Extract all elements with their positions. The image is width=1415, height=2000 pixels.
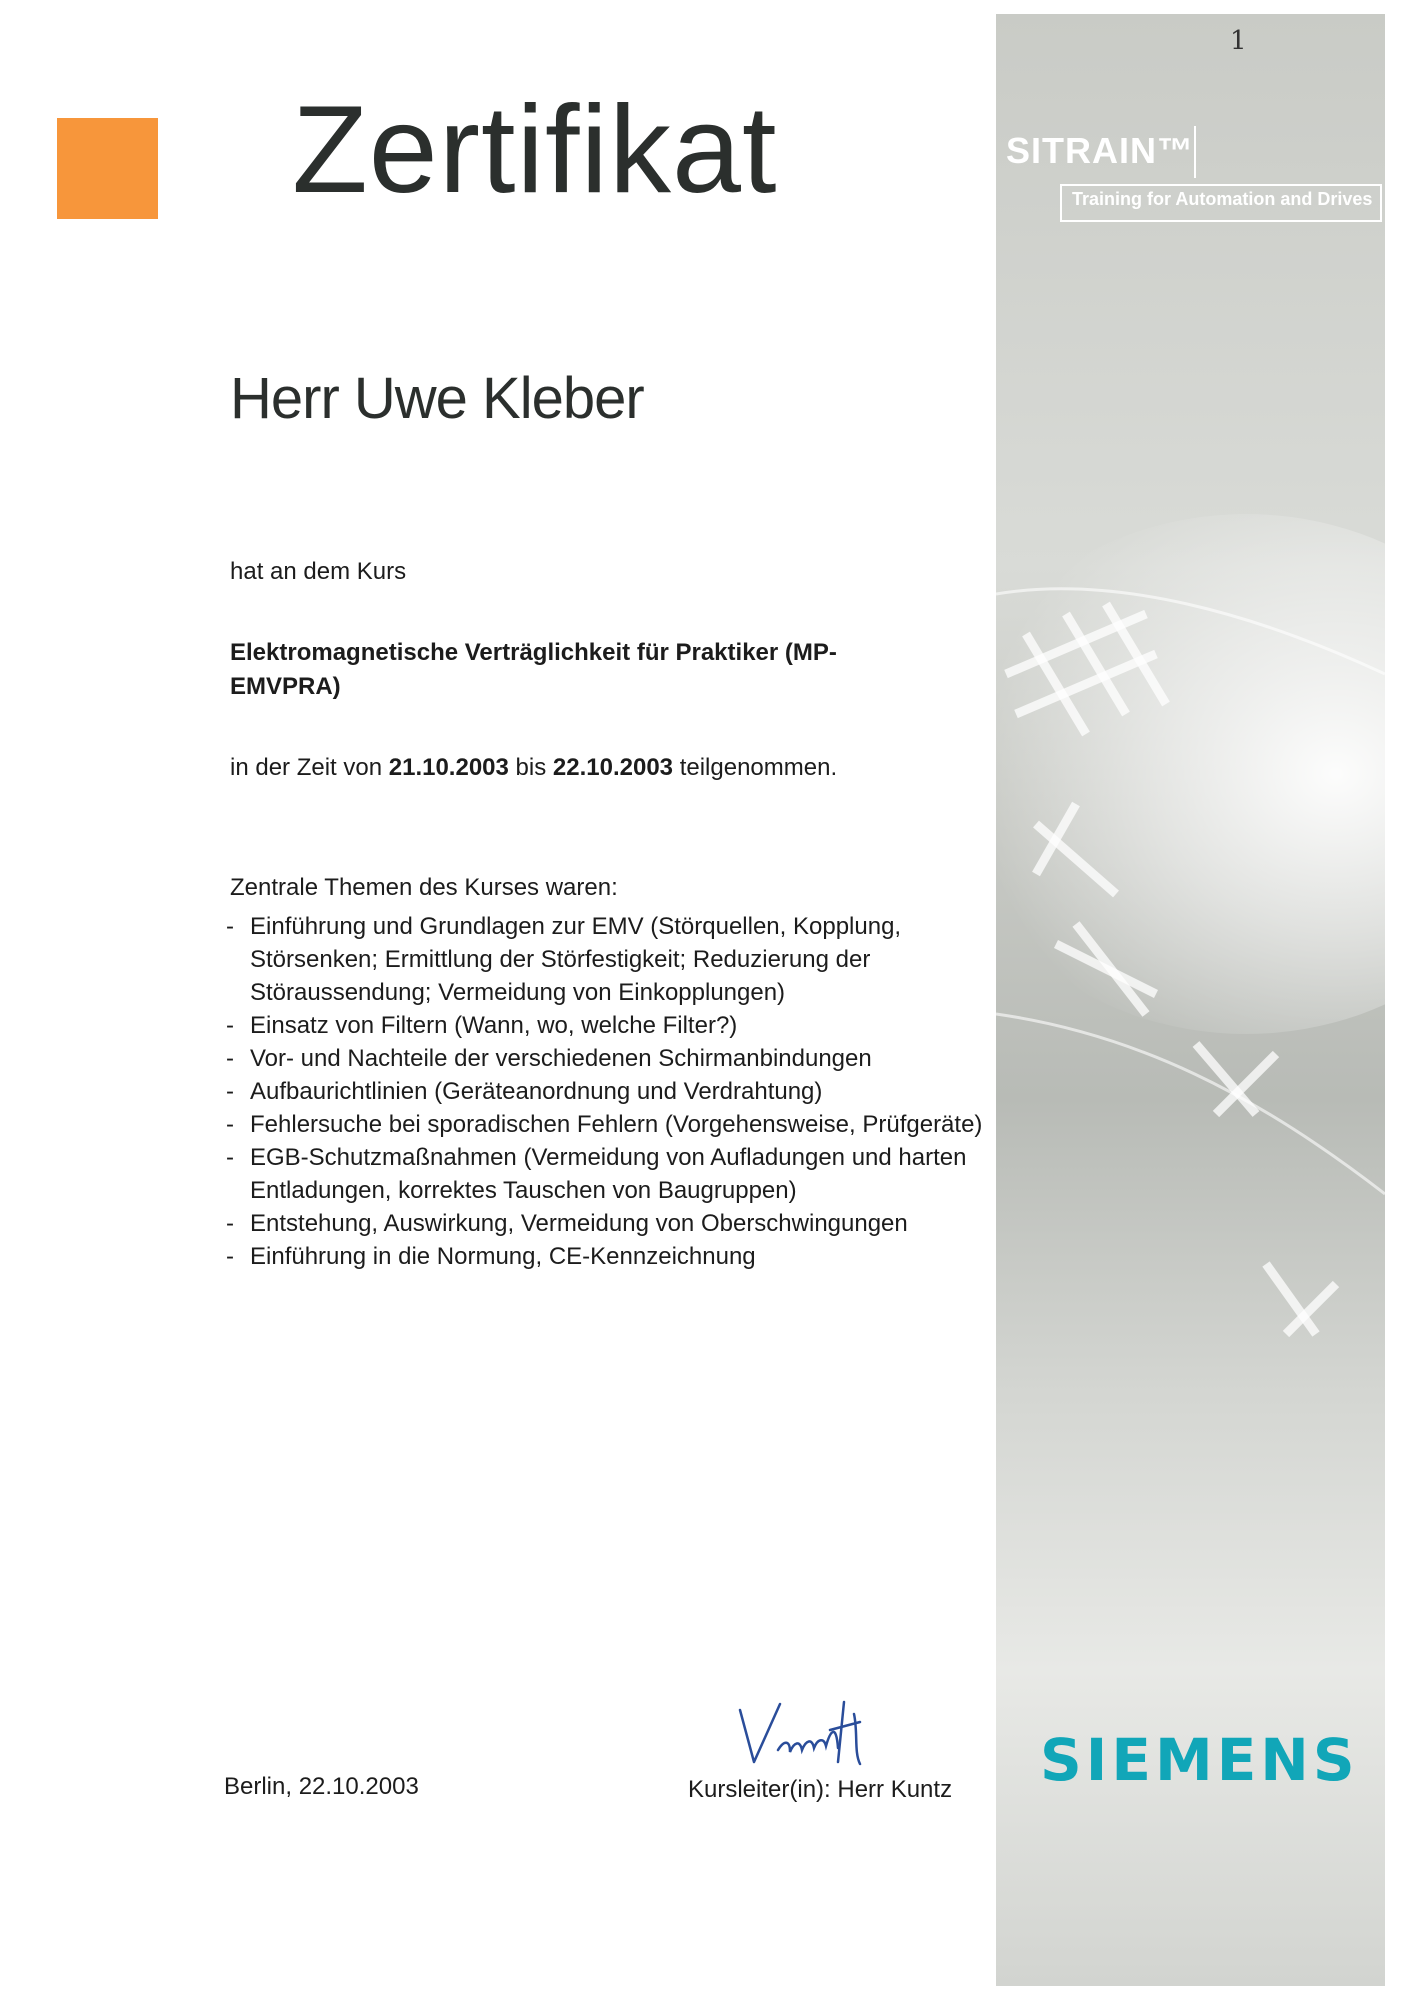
date-to: 22.10.2003 xyxy=(552,754,674,781)
page-mark: 1 xyxy=(1230,26,1247,56)
siemens-logo: SIEMENS xyxy=(1040,1726,1359,1794)
place-and-date: Berlin, 22.10.2003 xyxy=(224,1773,419,1800)
topic-item: - Fehlersuche bei sporadischen Fehlern (Vorgehensweise, Prüfgeräte) xyxy=(226,1108,986,1141)
recipient-name: Herr Uwe Kleber xyxy=(230,366,644,431)
topic-item: - Einführung in die Normung, CE-Kennzeichnung xyxy=(226,1240,986,1273)
certificate-title: Zertifikat xyxy=(292,81,778,219)
topics-heading: Zentrale Themen des Kurses waren: xyxy=(230,874,618,901)
topics-list xyxy=(226,910,986,1273)
period-prefix: in der Zeit von xyxy=(230,754,383,781)
orange-accent-square xyxy=(57,118,158,219)
intro-text: hat an dem Kurs xyxy=(230,558,407,585)
period-mid: bis xyxy=(515,754,547,781)
brand-band xyxy=(996,14,1385,1986)
instructor-signature xyxy=(720,1692,900,1772)
topic-item: - Aufbaurichtlinien (Geräteanordnung und Verdrahtung) xyxy=(226,1075,986,1108)
sitrain-tagline: Training for Automation and Drives xyxy=(1072,189,1373,209)
topic-item: - Einführung und Grundlagen zur EMV (Störquellen, Kopplung, Störsenken; Ermittlung der Störfestigkeit; Reduzierung der Störaussendung; Vermeidung von Einkopplungen) xyxy=(226,910,986,1009)
instructor-line: Kursleiter(in): Herr Kuntz xyxy=(688,1776,953,1803)
topic-item: - Einsatz von Filtern (Wann, wo, welche Filter?) xyxy=(226,1009,986,1042)
topic-item: - EGB-Schutzmaßnahmen (Vermeidung von Aufladungen und harten Entladungen, korrektes Tauschen von Baugruppen) xyxy=(226,1141,986,1207)
date-from: 21.10.2003 xyxy=(388,754,509,781)
globe-graphic xyxy=(996,14,1385,1986)
period-suffix: teilgenommen. xyxy=(679,754,838,781)
topic-item: - Entstehung, Auswirkung, Vermeidung von Oberschwingungen xyxy=(226,1207,986,1240)
topic-item: - Vor- und Nachteile der verschiedenen Schirmanbindungen xyxy=(226,1042,986,1075)
course-period xyxy=(230,752,837,784)
course-name: Elektromagnetische Verträglichkeit für Praktiker (MP-EMVPRA) xyxy=(230,639,837,700)
sitrain-logo: SITRAIN™ xyxy=(1006,130,1194,171)
